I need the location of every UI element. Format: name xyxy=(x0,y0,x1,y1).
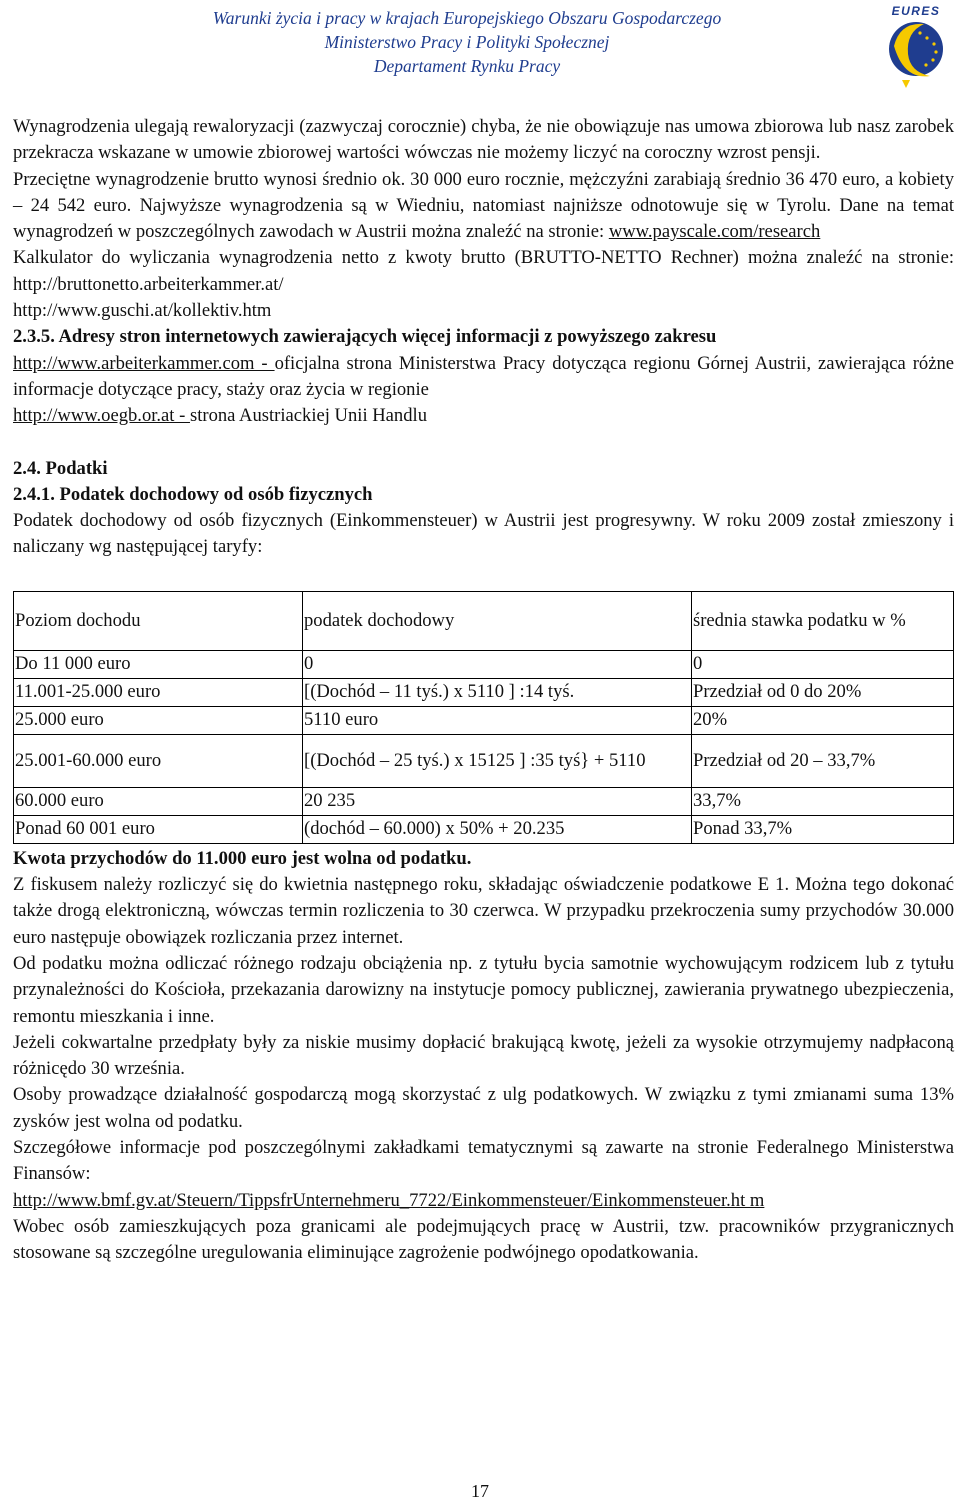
table-row xyxy=(14,650,954,678)
arbeiterkammer-link[interactable]: http://www.arbeiterkammer.com - xyxy=(13,352,275,374)
table-cell: Do 11 000 euro xyxy=(14,650,303,678)
table-row xyxy=(14,815,954,843)
bmf-link[interactable]: http://www.bmf.gv.at/Steuern/TippsfrUnternehmeru_7722/Einkommensteuer/Einkommensteuer.ht m xyxy=(13,1189,765,1211)
table-cell: (dochód – 60.000) x 50% + 20.235 xyxy=(303,815,692,843)
table-cell: 11.001-25.000 euro xyxy=(14,678,303,706)
header-income-level: Poziom dochodu xyxy=(14,591,303,650)
arbeiterkammer-entry xyxy=(13,351,954,404)
table-row xyxy=(14,787,954,815)
table-cell: Ponad 33,7% xyxy=(692,815,954,843)
oegb-entry xyxy=(13,403,954,429)
table-cell: 0 xyxy=(303,650,692,678)
average-salary-text: Przeciętne wynagrodzenie brutto wynosi średnio ok. 30 000 euro rocznie, mężczyźni zarabiają średnio 36 470 euro, a kobiety – 24 542 euro. Najwyższe wynagrodzenia są w Wiedniu, natomiast najniższe odnotowuje się w Tyrolu. Dane na temat wynagrodzeń w poszczególnych zawodach w Austrii można znaleźć na stronie: xyxy=(13,168,954,243)
table-cell: 33,7% xyxy=(692,787,954,815)
payscale-link[interactable]: www.payscale.com/research xyxy=(608,221,821,243)
paragraph-calculator: Kalkulator do wyliczania wynagrodzenia netto z kwoty brutto (BRUTTO-NETTO Rechner) można znaleźć na stronie: http://bruttonetto.arbeiterkammer.at/ xyxy=(13,247,954,295)
table-cell: 60.000 euro xyxy=(14,787,303,815)
oegb-link[interactable]: http://www.oegb.or.at - xyxy=(13,405,190,427)
eures-logo xyxy=(880,2,952,88)
oegb-description: strona Austriackiej Unii Handlu xyxy=(189,405,427,427)
table-cell: Przedział od 20 – 33,7% xyxy=(692,734,954,787)
paragraph-deductions: Od podatku można odliczać różnego rodzaju obciążenia np. z tytułu bycia samotnie wychowującym rodzicem lub z tytułu przynależności do Kościoła, przekazania darowizny na instytucje pomocy publicznej, zawierania prywatnego ubezpieczenia, remontu mieszkania i inne. xyxy=(13,952,954,1027)
header-line-3: Departament Rynku Pracy xyxy=(373,56,561,76)
table-cell: Przedział od 0 do 20% xyxy=(692,678,954,706)
header-income-tax: podatek dochodowy xyxy=(303,591,692,650)
section-heading-2-4-1: 2.4.1. Podatek dochodowy od osób fizycznych xyxy=(13,483,373,505)
table-cell: 20 235 xyxy=(303,787,692,815)
section-heading-2-4: 2.4. Podatki xyxy=(13,457,108,479)
table-cell: 0 xyxy=(692,650,954,678)
paragraph-income-tax: Podatek dochodowy od osób fizycznych (Einkommensteuer) w Austrii jest progresywny. W roku 2009 został zmieszony i naliczany wg następującej taryfy: xyxy=(13,510,954,558)
table-cell: 25.000 euro xyxy=(14,706,303,734)
svg-text:EURES: EURES xyxy=(891,4,941,18)
paragraph-salary-indexation: Wynagrodzenia ulegają rewaloryzacji (zazwyczaj corocznie) chyba, że nie obowiązuje nas umowa zbiorowa lub nasz zarobek przekracza wskazane w umowie zbiorowej wartości wówczas nie możemy liczyć na coroczny wzrost pensji. xyxy=(13,116,954,164)
arbeiterkammer-description: oficjalna strona Ministerstwa Pracy dotycząca regionu Górnej Austrii, zawierająca różne informacje dotyczące pracy, staży oraz życia w regionie xyxy=(13,352,955,400)
table-row xyxy=(14,678,954,706)
page-content xyxy=(13,114,954,1267)
table-cell: [(Dochód – 25 tyś.) x 15125 ] :35 tyś} + 5110 xyxy=(303,734,692,787)
tax-free-amount: Kwota przychodów do 11.000 euro jest wolna od podatku. xyxy=(13,847,472,869)
header-average-rate: średnia stawka podatku w % xyxy=(692,591,954,650)
table-row xyxy=(14,734,954,787)
table-cell: 25.001-60.000 euro xyxy=(14,734,303,787)
header-line-2: Ministerstwo Pracy i Polityki Społecznej xyxy=(324,32,610,52)
paragraph-average-salary xyxy=(13,167,954,246)
tax-rate-table xyxy=(13,591,954,844)
page-number: 17 xyxy=(471,1481,489,1501)
page-header xyxy=(0,6,960,78)
table-row xyxy=(14,706,954,734)
guschi-link[interactable]: http://www.guschi.at/kollektiv.htm xyxy=(13,300,272,322)
paragraph-ministry-info: Szczegółowe informacje pod poszczególnymi zakładkami tematycznymi są zawarte na stronie Federalnego Ministerstwa Finansów: xyxy=(13,1137,954,1185)
table-header-row xyxy=(14,591,954,650)
paragraph-filing: Z fiskusem należy rozliczyć się do kwietnia następnego roku, składając oświadczenie podatkowe E 1. Można tego dokonać także drogą elektroniczną, wówczas termin rozliczenia to 30 czerwca. W przypadku przekroczenia sumy przychodów 30.000 euro następuje obowiązek rozliczania przez internet. xyxy=(13,874,954,948)
paragraph-business: Osoby prowadzące działalność gospodarczą mogą skorzystać z ulg podatkowych. W związku z tymi zmianami suma 13% zysków jest wolna od podatku. xyxy=(13,1084,954,1132)
table-cell: Ponad 60 001 euro xyxy=(14,815,303,843)
paragraph-cross-border: Wobec osób zamieszkujących poza granicami ale podejmujących pracę w Austrii, tzw. pracowników przygranicznych stosowane są szczególne uregulowania eliminujące zagrożenie podwójnego opodatkowania. xyxy=(13,1215,954,1264)
section-heading-2-3-5: 2.3.5. Adresy stron internetowych zawierających więcej informacji z powyższego zakresu xyxy=(13,326,717,348)
table-cell: 5110 euro xyxy=(303,706,692,734)
paragraph-prepayments: Jeżeli cokwartalne przedpłaty były za niskie musimy dopłacić brakującą kwotę, jeżeli za wysokie otrzymujemy nadpłaconą różnicędo 30 września. xyxy=(13,1031,954,1080)
table-cell: [(Dochód – 11 tyś.) x 5110 ] :14 tyś. xyxy=(303,678,692,706)
table-cell: 20% xyxy=(692,706,954,734)
header-line-1: Warunki życia i pracy w krajach Europejskiego Obszaru Gospodarczego xyxy=(212,8,722,28)
